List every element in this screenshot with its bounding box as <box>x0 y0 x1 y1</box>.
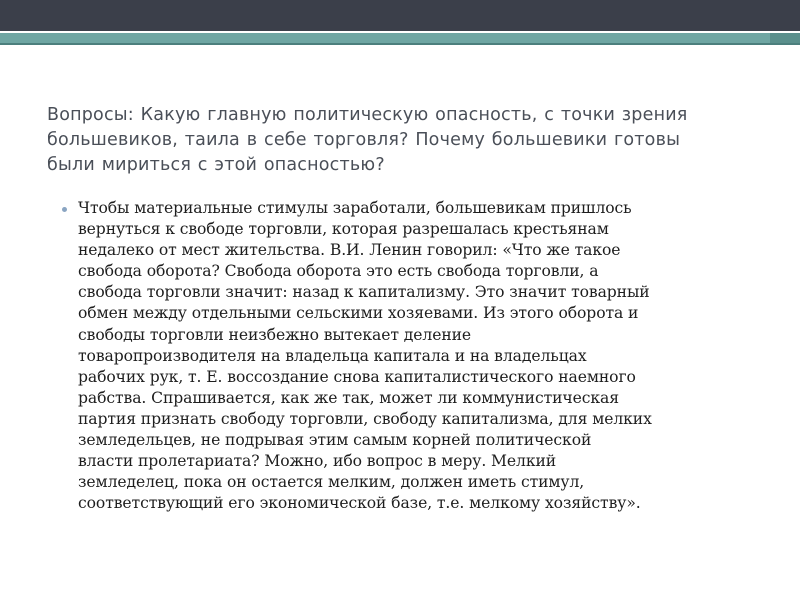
title-line: были мириться с этой опасностью? <box>47 155 385 175</box>
title-line: большевиков, таила в себе торговля? Почему большевики готовы <box>47 130 681 150</box>
slide-title <box>47 103 767 178</box>
body-line: свобода оборота? Свобода оборота это есть свобода торговли, а <box>78 262 599 281</box>
header-divider <box>0 43 800 45</box>
body-line: земледельцев, не подрывая этим самым корней политической <box>78 431 592 450</box>
body-line: свобода торговли значит: назад к капитализму. Это значит товарный <box>78 283 650 302</box>
body-line: товаропроизводителя на владельца капитала и на владельцах <box>78 346 587 365</box>
body-line: власти пролетариата? Можно, ибо вопрос в меру. Мелкий <box>78 452 557 471</box>
body-line: обмен между отдельными сельскими хозяевами. Из этого оборота и <box>78 304 639 323</box>
body-line: свободы торговли неизбежно вытекает деление <box>78 325 472 344</box>
bullet-icon <box>62 207 67 212</box>
body-line: рабочих рук, т. Е. воссоздание снова капиталистического наемного <box>78 367 636 386</box>
body-line: соответствующий его экономической базе, т.е. мелкому хозяйству». <box>78 494 641 513</box>
body-line: партия признать свободу торговли, свободу капитализма, для мелких <box>78 409 652 428</box>
header-accent-stripe <box>0 33 800 43</box>
body-line: земледелец, пока он остается мелким, должен иметь стимул, <box>78 473 585 492</box>
bullet-text <box>78 198 764 514</box>
body-line: Чтобы материальные стимулы заработали, большевикам пришлось <box>78 199 632 217</box>
header-band <box>0 0 800 31</box>
header-accent-corner <box>770 33 800 43</box>
body-line: вернуться к свободе торговли, которая разрешалась крестьянам <box>78 220 609 239</box>
body-line: недалеко от мест жительства. В.И. Ленин говорил: «Что же такое <box>78 241 621 260</box>
body-line: рабства. Спрашивается, как же так, может ли коммунистическая <box>78 388 619 407</box>
title-line: Вопросы: Какую главную политическую опасность, с точки зрения <box>47 105 688 125</box>
